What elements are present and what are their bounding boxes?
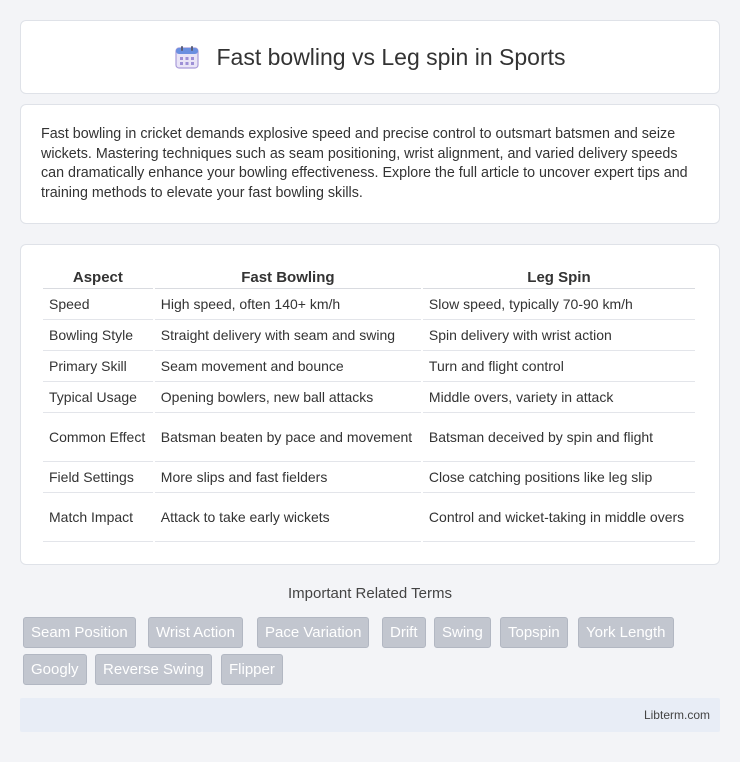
cell-aspect: Common Effect [43, 413, 153, 462]
intro-card [20, 104, 720, 224]
tag-flipper[interactable]: Flipper [221, 654, 283, 685]
tag-pace-variation[interactable]: Pace Variation [257, 617, 369, 648]
cell-fast-bowling: Seam movement and bounce [155, 351, 421, 382]
tag-googly[interactable]: Googly [23, 654, 87, 685]
cell-aspect: Typical Usage [43, 382, 153, 413]
cell-aspect: Speed [43, 289, 153, 320]
tag-seam-position[interactable]: Seam Position [23, 617, 136, 648]
table-row [43, 493, 695, 542]
intro-text: Fast bowling in cricket demands explosive speed and precise control to outsmart batsmen and seize wickets. Mastering techniques such as seam positioning, wrist alignment, and varied delivery speeds can dramatically enhance your bowling effectiveness. Explore the full article to uncover expert tips and training methods to elevate your fast bowling skills. [41, 126, 688, 201]
cell-leg-spin: Middle overs, variety in attack [423, 382, 695, 413]
table-row [43, 382, 695, 413]
cell-aspect: Match Impact [43, 493, 153, 542]
cell-fast-bowling: More slips and fast fielders [155, 462, 421, 493]
cell-fast-bowling: Attack to take early wickets [155, 493, 421, 542]
comparison-table-card [20, 244, 720, 565]
title-wrap [174, 44, 565, 71]
header-aspect: Aspect [43, 265, 153, 289]
cell-fast-bowling: Straight delivery with seam and swing [155, 320, 421, 351]
table-row [43, 462, 695, 493]
table-row [43, 289, 695, 320]
tag-swing[interactable]: Swing [434, 617, 491, 648]
cell-leg-spin: Control and wicket-taking in middle overs [423, 493, 695, 542]
related-terms-title: Important Related Terms [288, 585, 452, 602]
cell-leg-spin: Close catching positions like leg slip [423, 462, 695, 493]
table-row [43, 320, 695, 351]
comparison-table [41, 265, 697, 542]
table-header-row [43, 265, 695, 289]
cell-leg-spin: Spin delivery with wrist action [423, 320, 695, 351]
cell-fast-bowling: Opening bowlers, new ball attacks [155, 382, 421, 413]
cell-leg-spin: Batsman deceived by spin and flight [423, 413, 695, 462]
tag-drift[interactable]: Drift [382, 617, 426, 648]
tag-reverse-swing[interactable]: Reverse Swing [95, 654, 212, 685]
tag-york-length[interactable]: York Length [578, 617, 674, 648]
cell-aspect: Primary Skill [43, 351, 153, 382]
cell-leg-spin: Turn and flight control [423, 351, 695, 382]
table-row [43, 351, 695, 382]
cell-aspect: Field Settings [43, 462, 153, 493]
cell-aspect: Bowling Style [43, 320, 153, 351]
cell-leg-spin: Slow speed, typically 70-90 km/h [423, 289, 695, 320]
footer [20, 698, 720, 732]
tag-wrist-action[interactable]: Wrist Action [148, 617, 243, 648]
cell-fast-bowling: High speed, often 140+ km/h [155, 289, 421, 320]
header-fast-bowling: Fast Bowling [155, 265, 421, 289]
calendar-icon [174, 44, 200, 70]
header-card [20, 20, 720, 94]
header-leg-spin: Leg Spin [423, 265, 695, 289]
page-title: Fast bowling vs Leg spin in Sports [216, 43, 566, 70]
table-row [43, 413, 695, 462]
footer-link[interactable]: Libterm.com [643, 708, 710, 722]
tag-topspin[interactable]: Topspin [500, 617, 568, 648]
cell-fast-bowling: Batsman beaten by pace and movement [155, 413, 421, 462]
